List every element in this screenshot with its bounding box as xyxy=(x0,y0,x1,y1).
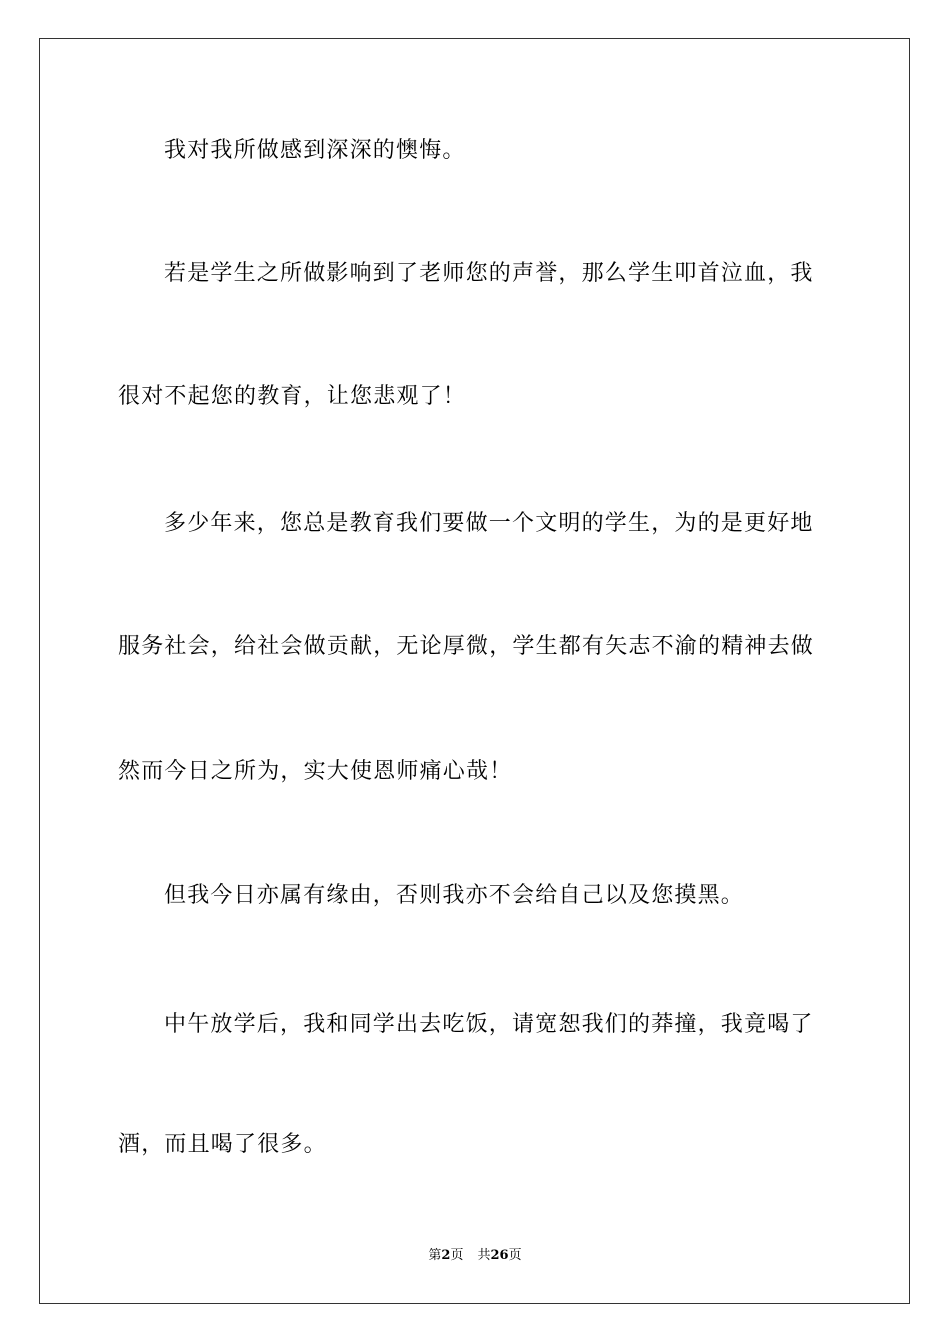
page-number: 2 xyxy=(441,1248,451,1263)
paragraph-4-line-1: 但我今日亦属有缘由，否则我亦不会给自己以及您摸黑。 xyxy=(164,883,745,908)
paragraph-5-line-2: 酒，而且喝了很多。 xyxy=(118,1132,327,1157)
paragraph-3-line-2: 服务社会，给社会做贡献，无论厚微，学生都有矢志不渝的精神去做 xyxy=(118,634,815,659)
page-label-suffix: 页 xyxy=(450,1248,464,1263)
paragraph-2-line-2: 很对不起您的教育，让您悲观了！ xyxy=(118,384,467,409)
paragraph-1-line-1: 我对我所做感到深深的懊悔。 xyxy=(164,138,466,163)
paragraph-2-line-1: 若是学生之所做影响到了老师您的声誉，那么学生叩首泣血，我 xyxy=(164,261,814,286)
page-label-prefix: 第 xyxy=(428,1248,442,1263)
paragraph-3-line-1: 多少年来，您总是教育我们要做一个文明的学生，为的是更好地 xyxy=(164,511,814,536)
total-label-prefix: 共 xyxy=(477,1248,491,1263)
paragraph-5-line-1: 中午放学后，我和同学出去吃饭，请宽恕我们的莽撞，我竟喝了 xyxy=(164,1012,814,1037)
paragraph-3-line-3: 然而今日之所为，实大使恩师痛心哉！ xyxy=(118,759,513,784)
page-footer xyxy=(0,1247,950,1265)
total-label-suffix: 页 xyxy=(508,1248,522,1263)
total-pages: 26 xyxy=(490,1248,509,1263)
page-frame xyxy=(39,38,910,1304)
